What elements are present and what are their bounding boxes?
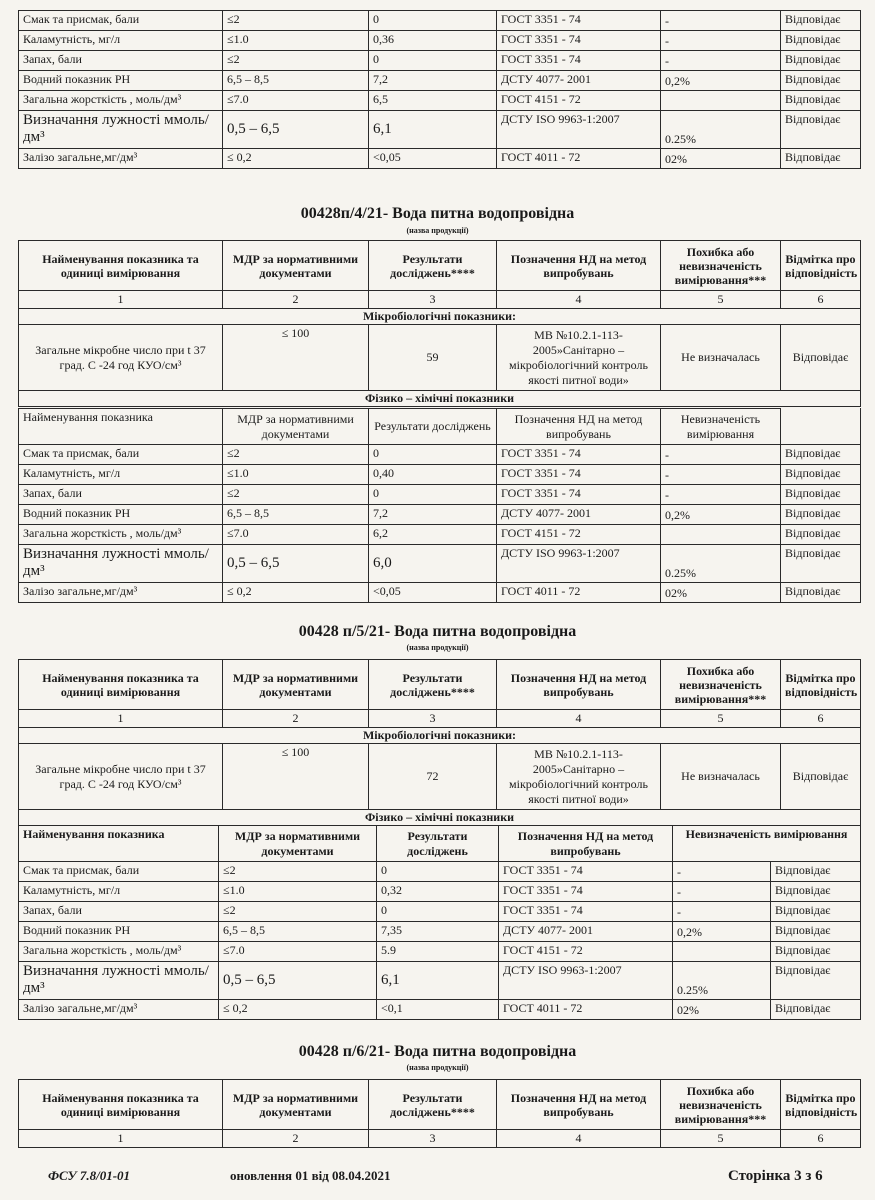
mdr-value: ≤2 (223, 11, 369, 31)
indicator-name: Смак та присмак, бали (19, 11, 223, 31)
conformity-mark: Відповідає (781, 149, 861, 169)
conformity-mark: Відповідає (771, 942, 861, 962)
method-value: ДСТУ 4077- 2001 (497, 505, 661, 525)
ph-header-uncertainty: Невизначеність вимірювання (673, 826, 861, 862)
ph-header-uncertainty: Невизначеність вимірювання (661, 409, 781, 445)
mdr-value: 0,5 – 6,5 (219, 962, 377, 1000)
indicator-name: Загальна жорсткість , моль/дм³ (19, 525, 223, 545)
result-value: 6,0 (369, 545, 497, 583)
conformity-mark: Відповідає (781, 91, 861, 111)
col-header-mark: Відмітка про відповідність (781, 1080, 861, 1130)
micro-mark: Відповідає (781, 325, 861, 391)
method-value: ГОСТ 3351 - 74 (499, 882, 673, 902)
col-header-method: Позначення НД на метод випробувань (497, 241, 661, 291)
indicator-name: Залізо загальне,мг/дм³ (19, 1000, 219, 1020)
uncertainty-value (673, 942, 771, 962)
micro-mdr: ≤ 100 (223, 325, 369, 391)
indicator-name: Каламутність, мг/л (19, 31, 223, 51)
conformity-mark: Відповідає (771, 862, 861, 882)
mdr-value: 6,5 – 8,5 (223, 71, 369, 91)
micro-uncertainty: Не визначалась (661, 325, 781, 391)
col-header-method: Позначення НД на метод випробувань (497, 660, 661, 710)
column-number: 4 (497, 710, 661, 728)
conformity-mark: Відповідає (781, 71, 861, 91)
column-number: 5 (661, 710, 781, 728)
table-row (19, 51, 861, 71)
uncertainty-value: - (673, 862, 771, 882)
method-value: ГОСТ 4151 - 72 (497, 525, 661, 545)
indicator-name: Водний показник РН (19, 505, 223, 525)
product-title-4: 00428п/4/21- Вода питна водопровідна (300, 205, 575, 222)
mdr-value: 0,5 – 6,5 (223, 545, 369, 583)
col-header-result: Результати досліджень**** (369, 660, 497, 710)
micro-indicator-name: Загальне мікробне число при t 37 град. С -24 год КУО/см³ (19, 325, 223, 391)
result-value: 0 (377, 902, 499, 922)
indicator-name: Водний показник РН (19, 71, 223, 91)
indicator-name: Загальна жорсткість , моль/дм³ (19, 91, 223, 111)
table-row (19, 111, 861, 149)
mdr-value: ≤1.0 (219, 882, 377, 902)
uncertainty-value (661, 91, 781, 111)
result-value: <0,05 (369, 583, 497, 603)
table-row (19, 149, 861, 169)
result-value: 7,2 (369, 71, 497, 91)
conformity-mark: Відповідає (771, 922, 861, 942)
conformity-mark: Відповідає (781, 445, 861, 465)
physchem-section-title: Фізико – хімічні показники (19, 391, 861, 407)
product-title-6: 00428 п/6/21- Вода питна водопровідна (298, 1043, 577, 1060)
column-number: 2 (223, 1130, 369, 1148)
result-value: 0 (369, 485, 497, 505)
indicator-name: Залізо загальне,мг/дм³ (19, 149, 223, 169)
ph-header-name: Найменування показника (19, 409, 223, 445)
mdr-value: 6,5 – 8,5 (219, 922, 377, 942)
col-header-name: Найменування показника та одиниці вимірювання (19, 660, 223, 710)
method-value: ГОСТ 3351 - 74 (497, 31, 661, 51)
mdr-value: ≤7.0 (223, 525, 369, 545)
table-row (19, 1000, 861, 1020)
table-row (19, 962, 861, 1000)
result-value: 7,2 (369, 505, 497, 525)
conformity-mark: Відповідає (781, 583, 861, 603)
method-value: ГОСТ 3351 - 74 (497, 465, 661, 485)
column-number: 3 (369, 1130, 497, 1148)
micro-result: 72 (369, 744, 497, 810)
result-value: 0 (377, 862, 499, 882)
conformity-mark: Відповідає (771, 1000, 861, 1020)
ph-header-name: Найменування показника (19, 826, 219, 862)
column-number: 5 (661, 291, 781, 309)
mdr-value: ≤2 (219, 862, 377, 882)
footer-page-number: Сторінка 3 з 6 (728, 1168, 823, 1184)
result-value: 5.9 (377, 942, 499, 962)
ph-header-mdr: МДР за нормативними документами (223, 409, 369, 445)
uncertainty-value: - (661, 11, 781, 31)
uncertainty-value: - (661, 31, 781, 51)
column-number: 4 (497, 1130, 661, 1148)
ph-header-empty (781, 409, 861, 445)
uncertainty-value: 0,2% (661, 71, 781, 91)
conformity-mark: Відповідає (781, 525, 861, 545)
table-block-5-physchem (18, 825, 861, 1020)
indicator-name: Водний показник РН (19, 922, 219, 942)
indicator-name: Визначання лужності ммоль/дм³ (19, 962, 219, 1000)
result-value: <0,1 (377, 1000, 499, 1020)
table-block-6-main (18, 1079, 861, 1148)
method-value: ГОСТ 3351 - 74 (497, 445, 661, 465)
mdr-value: ≤2 (219, 902, 377, 922)
micro-method: МВ №10.2.1-113-2005»Санітарно – мікробіологічний контроль якості питної води» (497, 744, 661, 810)
conformity-mark: Відповідає (781, 465, 861, 485)
column-number-row (19, 1130, 861, 1148)
table-row (19, 71, 861, 91)
method-value: ГОСТ 4011 - 72 (497, 583, 661, 603)
mdr-value: ≤ 0,2 (223, 583, 369, 603)
column-number: 5 (661, 1130, 781, 1148)
uncertainty-value: 0.25% (673, 962, 771, 1000)
uncertainty-value: - (661, 445, 781, 465)
ph-header-result: Результати досліджень (369, 409, 497, 445)
col-header-result: Результати досліджень**** (369, 1080, 497, 1130)
table-row (19, 465, 861, 485)
col-header-name: Найменування показника та одиниці вимірювання (19, 1080, 223, 1130)
uncertainty-value: 0,2% (673, 922, 771, 942)
indicator-name: Залізо загальне,мг/дм³ (19, 583, 223, 603)
method-value: ГОСТ 3351 - 74 (499, 902, 673, 922)
table-row (19, 882, 861, 902)
result-value: <0,05 (369, 149, 497, 169)
mdr-value: 0,5 – 6,5 (223, 111, 369, 149)
method-value: ГОСТ 3351 - 74 (497, 11, 661, 31)
conformity-mark: Відповідає (771, 962, 861, 1000)
mdr-value: ≤2 (223, 485, 369, 505)
uncertainty-value: - (661, 465, 781, 485)
conformity-mark: Відповідає (781, 485, 861, 505)
table-top-continuation (18, 10, 861, 169)
method-value: ДСТУ ISO 9963-1:2007 (497, 545, 661, 583)
uncertainty-value (661, 525, 781, 545)
indicator-name: Визначання лужності ммоль/дм³ (19, 545, 223, 583)
result-value: 0 (369, 445, 497, 465)
header-row (19, 241, 861, 291)
uncertainty-value: 02% (673, 1000, 771, 1020)
mdr-value: ≤2 (223, 51, 369, 71)
indicator-name: Смак та присмак, бали (19, 445, 223, 465)
col-header-uncertainty: Похибка або невизначеність вимірювання*** (661, 241, 781, 291)
result-value: 0 (369, 51, 497, 71)
conformity-mark: Відповідає (781, 11, 861, 31)
table-row (19, 445, 861, 465)
micro-section-row (19, 309, 861, 325)
col-header-mdr: МДР за нормативними документами (223, 660, 369, 710)
mdr-value: ≤ 0,2 (223, 149, 369, 169)
product-subtitle-5: (назва продукції) (406, 643, 469, 652)
mdr-value: 6,5 – 8,5 (223, 505, 369, 525)
table-row (19, 91, 861, 111)
mdr-value: ≤7.0 (223, 91, 369, 111)
indicator-name: Смак та присмак, бали (19, 862, 219, 882)
method-value: ДСТУ ISO 9963-1:2007 (499, 962, 673, 1000)
product-title-5: 00428 п/5/21- Вода питна водопровідна (298, 623, 577, 640)
indicator-name: Запах, бали (19, 51, 223, 71)
column-number: 6 (781, 710, 861, 728)
uncertainty-value: - (673, 902, 771, 922)
table-row (19, 545, 861, 583)
result-value: 6,1 (377, 962, 499, 1000)
column-number: 1 (19, 1130, 223, 1148)
physchem-header-row (19, 826, 861, 862)
method-value: ГОСТ 4151 - 72 (499, 942, 673, 962)
physchem-section-row (19, 391, 861, 407)
micro-mark: Відповідає (781, 744, 861, 810)
micro-indicator-name: Загальне мікробне число при t 37 град. С -24 год КУО/см³ (19, 744, 223, 810)
uncertainty-value: - (661, 485, 781, 505)
micro-mdr: ≤ 100 (223, 744, 369, 810)
footer-form-code: ФСУ 7.8/01-01 (48, 1168, 131, 1183)
micro-section-row (19, 728, 861, 744)
table-row (19, 11, 861, 31)
physchem-header-row (19, 409, 861, 445)
micro-row (19, 744, 861, 810)
column-number: 2 (223, 291, 369, 309)
mdr-value: ≤2 (223, 445, 369, 465)
result-value: 7,35 (377, 922, 499, 942)
ph-header-mdr: МДР за нормативними документами (219, 826, 377, 862)
table-block-5-main (18, 659, 861, 826)
uncertainty-value: 0,2% (661, 505, 781, 525)
footer-update: оновлення 01 від 08.04.2021 (230, 1168, 391, 1183)
indicator-name: Каламутність, мг/л (19, 882, 219, 902)
col-header-mdr: МДР за нормативними документами (223, 1080, 369, 1130)
indicator-name: Визначання лужності ммоль/дм³ (19, 111, 223, 149)
conformity-mark: Відповідає (781, 31, 861, 51)
method-value: ДСТУ ISO 9963-1:2007 (497, 111, 661, 149)
table-row (19, 525, 861, 545)
table-row (19, 505, 861, 525)
column-number-row (19, 710, 861, 728)
micro-result: 59 (369, 325, 497, 391)
result-value: 0,40 (369, 465, 497, 485)
method-value: ДСТУ 4077- 2001 (497, 71, 661, 91)
column-number-row (19, 291, 861, 309)
mdr-value: ≤1.0 (223, 465, 369, 485)
column-number: 1 (19, 710, 223, 728)
col-header-result: Результати досліджень**** (369, 241, 497, 291)
table-row (19, 583, 861, 603)
table-row (19, 31, 861, 51)
uncertainty-value: 02% (661, 149, 781, 169)
column-number: 3 (369, 291, 497, 309)
conformity-mark: Відповідає (781, 505, 861, 525)
col-header-name: Найменування показника та одиниці вимірювання (19, 241, 223, 291)
method-value: ГОСТ 4011 - 72 (499, 1000, 673, 1020)
method-value: ГОСТ 4151 - 72 (497, 91, 661, 111)
micro-section-title: Мікробіологічні показники: (19, 728, 861, 744)
column-number: 2 (223, 710, 369, 728)
col-header-mdr: МДР за нормативними документами (223, 241, 369, 291)
conformity-mark: Відповідає (781, 51, 861, 71)
indicator-name: Загальна жорсткість , моль/дм³ (19, 942, 219, 962)
method-value: ГОСТ 3351 - 74 (497, 485, 661, 505)
ph-header-method: Позначення НД на метод випробувань (497, 409, 661, 445)
header-row (19, 660, 861, 710)
micro-method: МВ №10.2.1-113-2005»Санітарно – мікробіологічний контроль якості питної води» (497, 325, 661, 391)
column-number: 3 (369, 710, 497, 728)
result-value: 0 (369, 11, 497, 31)
result-value: 6,1 (369, 111, 497, 149)
method-value: ГОСТ 3351 - 74 (497, 51, 661, 71)
conformity-mark: Відповідає (771, 882, 861, 902)
physchem-section-row (19, 810, 861, 826)
table-row (19, 942, 861, 962)
physchem-section-title: Фізико – хімічні показники (19, 810, 861, 826)
column-number: 6 (781, 291, 861, 309)
result-value: 6,2 (369, 525, 497, 545)
header-row (19, 1080, 861, 1130)
col-header-mark: Відмітка про відповідність (781, 660, 861, 710)
column-number: 6 (781, 1130, 861, 1148)
result-value: 0,36 (369, 31, 497, 51)
result-value: 6,5 (369, 91, 497, 111)
mdr-value: ≤ 0,2 (219, 1000, 377, 1020)
column-number: 1 (19, 291, 223, 309)
col-header-uncertainty: Похибка або невизначеність вимірювання*** (661, 660, 781, 710)
column-number: 4 (497, 291, 661, 309)
col-header-method: Позначення НД на метод випробувань (497, 1080, 661, 1130)
col-header-uncertainty: Похибка або невизначеність вимірювання*** (661, 1080, 781, 1130)
method-value: ГОСТ 4011 - 72 (497, 149, 661, 169)
micro-uncertainty: Не визначалась (661, 744, 781, 810)
result-value: 0,32 (377, 882, 499, 902)
table-row (19, 862, 861, 882)
conformity-mark: Відповідає (771, 902, 861, 922)
conformity-mark: Відповідає (781, 111, 861, 149)
indicator-name: Каламутність, мг/л (19, 465, 223, 485)
mdr-value: ≤7.0 (219, 942, 377, 962)
table-row (19, 902, 861, 922)
product-subtitle-6: (назва продукції) (406, 1063, 469, 1072)
product-subtitle-4: (назва продукції) (406, 226, 469, 235)
table-row (19, 922, 861, 942)
uncertainty-value: 0.25% (661, 545, 781, 583)
micro-row (19, 325, 861, 391)
uncertainty-value: 02% (661, 583, 781, 603)
uncertainty-value: 0.25% (661, 111, 781, 149)
ph-header-method: Позначення НД на метод випробувань (499, 826, 673, 862)
col-header-mark: Відмітка про відповідність (781, 241, 861, 291)
method-value: ГОСТ 3351 - 74 (499, 862, 673, 882)
micro-section-title: Мікробіологічні показники: (19, 309, 861, 325)
indicator-name: Запах, бали (19, 902, 219, 922)
conformity-mark: Відповідає (781, 545, 861, 583)
uncertainty-value: - (661, 51, 781, 71)
table-row (19, 485, 861, 505)
method-value: ДСТУ 4077- 2001 (499, 922, 673, 942)
indicator-name: Запах, бали (19, 485, 223, 505)
mdr-value: ≤1.0 (223, 31, 369, 51)
table-block-4-main (18, 240, 861, 407)
uncertainty-value: - (673, 882, 771, 902)
table-block-4-physchem (18, 408, 861, 603)
ph-header-result: Результати досліджень (377, 826, 499, 862)
